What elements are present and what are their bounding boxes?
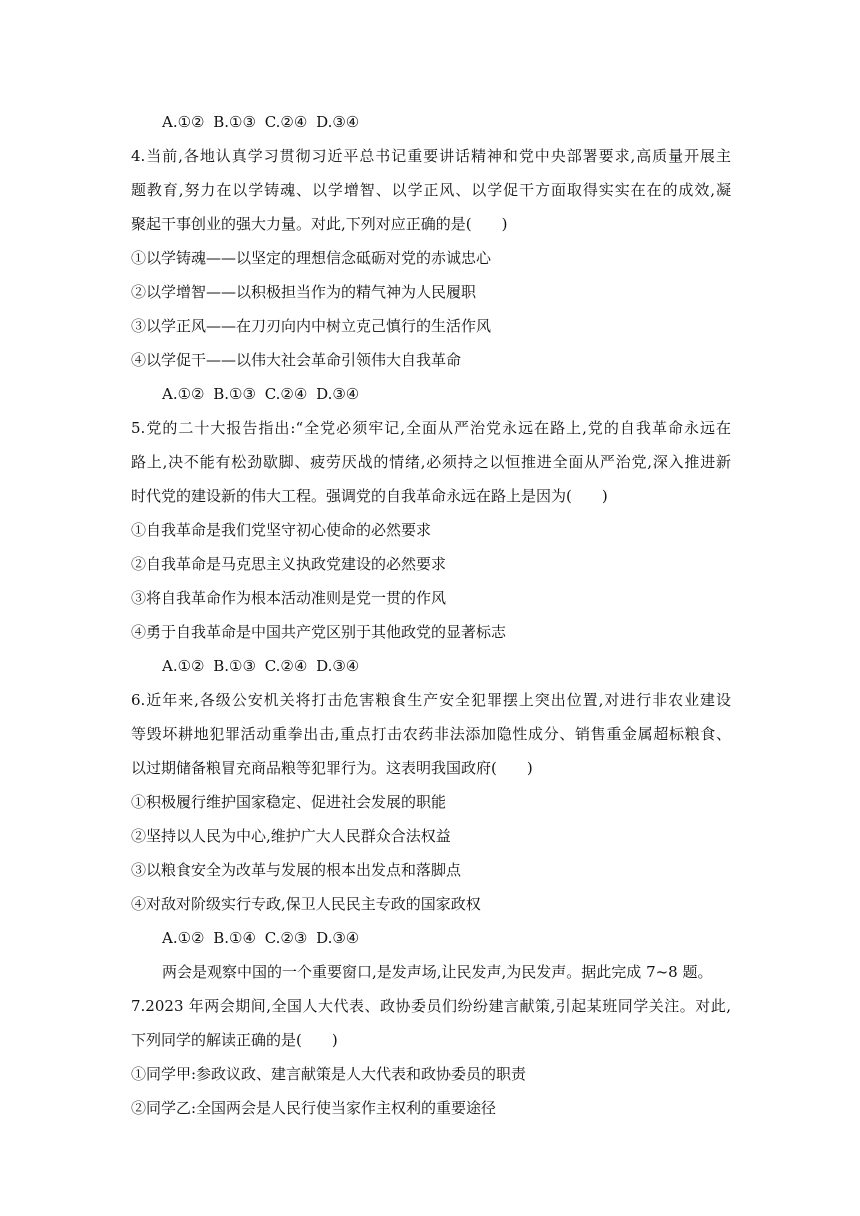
q7-stem-line-1: 7.2023 年两会期间,全国人大代表、政协委员们纷纷建言献策,引起某班同学关注。对此, [131, 997, 731, 1015]
q6-stem-line-1: 6.近年来,各级公安机关将打击危害粮食生产安全犯罪摆上突出位置,对进行非农业建设 [131, 691, 731, 709]
q4-stem-line-1: 4.当前,各地认真学习贯彻习近平总书记重要讲话精神和党中央部署要求,高质量开展主 [131, 147, 731, 165]
q4-options: A.①② B.①③ C.②④ D.③④ [162, 385, 360, 403]
q7-8-intro: 两会是观察中国的一个重要窗口,是发声场,让民发声,为民发声。据此完成 7~8 题。 [162, 963, 713, 981]
q5-options: A.①② B.①③ C.②④ D.③④ [162, 657, 360, 675]
q6-item-1: ①积极履行维护国家稳定、促进社会发展的职能 [131, 793, 447, 811]
q4-stem-line-3: 聚起干事创业的强大力量。对此,下列对应正确的是( ) [131, 215, 508, 233]
q6-stem-line-2: 等毁坏耕地犯罪活动重拳出击,重点打击农药非法添加隐性成分、销售重金属超标粮食、 [131, 725, 731, 743]
q5-item-4: ④勇于自我革命是中国共产党区别于其他政党的显著标志 [131, 623, 507, 641]
q5-item-1: ①自我革命是我们党坚守初心使命的必然要求 [131, 521, 432, 539]
q6-stem-line-3: 以过期储备粮冒充商品粮等犯罪行为。这表明我国政府( ) [131, 759, 533, 777]
q4-item-2: ②以学增智——以积极担当作为的精气神为人民履职 [131, 283, 477, 301]
q6-item-3: ③以粮食安全为改革与发展的根本出发点和落脚点 [131, 861, 462, 879]
q3-options: A.①② B.①③ C.②④ D.③④ [162, 113, 360, 131]
q7-item-1: ①同学甲:参政议政、建言献策是人大代表和政协委员的职责 [131, 1065, 527, 1083]
q5-stem-line-2: 路上,决不能有松劲歇脚、疲劳厌战的情绪,必须持之以恒推进全面从严治党,深入推进新 [131, 453, 731, 471]
q6-item-2: ②坚持以人民为中心,维护广大人民群众合法权益 [131, 827, 451, 845]
q5-item-2: ②自我革命是马克思主义执政党建设的必然要求 [131, 555, 447, 573]
q7-stem-line-2: 下列同学的解读正确的是( ) [131, 1031, 338, 1049]
q4-item-1: ①以学铸魂——以坚定的理想信念砥砺对党的赤诚忠心 [131, 249, 492, 267]
q5-stem-line-3: 时代党的建设新的伟大工程。强调党的自我革命永远在路上是因为( ) [131, 487, 608, 505]
q5-item-3: ③将自我革命作为根本活动准则是党一贯的作风 [131, 589, 447, 607]
q7-item-2: ②同学乙:全国两会是人民行使当家作主权利的重要途径 [131, 1099, 497, 1117]
q6-options: A.①② B.①④ C.②③ D.③④ [162, 929, 360, 947]
q4-item-4: ④以学促干——以伟大社会革命引领伟大自我革命 [131, 351, 462, 369]
q5-stem-line-1: 5.党的二十大报告指出:“全党必须牢记,全面从严治党永远在路上,党的自我革命永远在 [131, 419, 731, 437]
q4-item-3: ③以学正风——在刀刃向内中树立克己慎行的生活作风 [131, 317, 492, 335]
q4-stem-line-2: 题教育,努力在以学铸魂、以学增智、以学正风、以学促干方面取得实实在在的成效,凝 [131, 181, 731, 199]
q6-item-4: ④对敌对阶级实行专政,保卫人民民主专政的国家政权 [131, 895, 481, 913]
